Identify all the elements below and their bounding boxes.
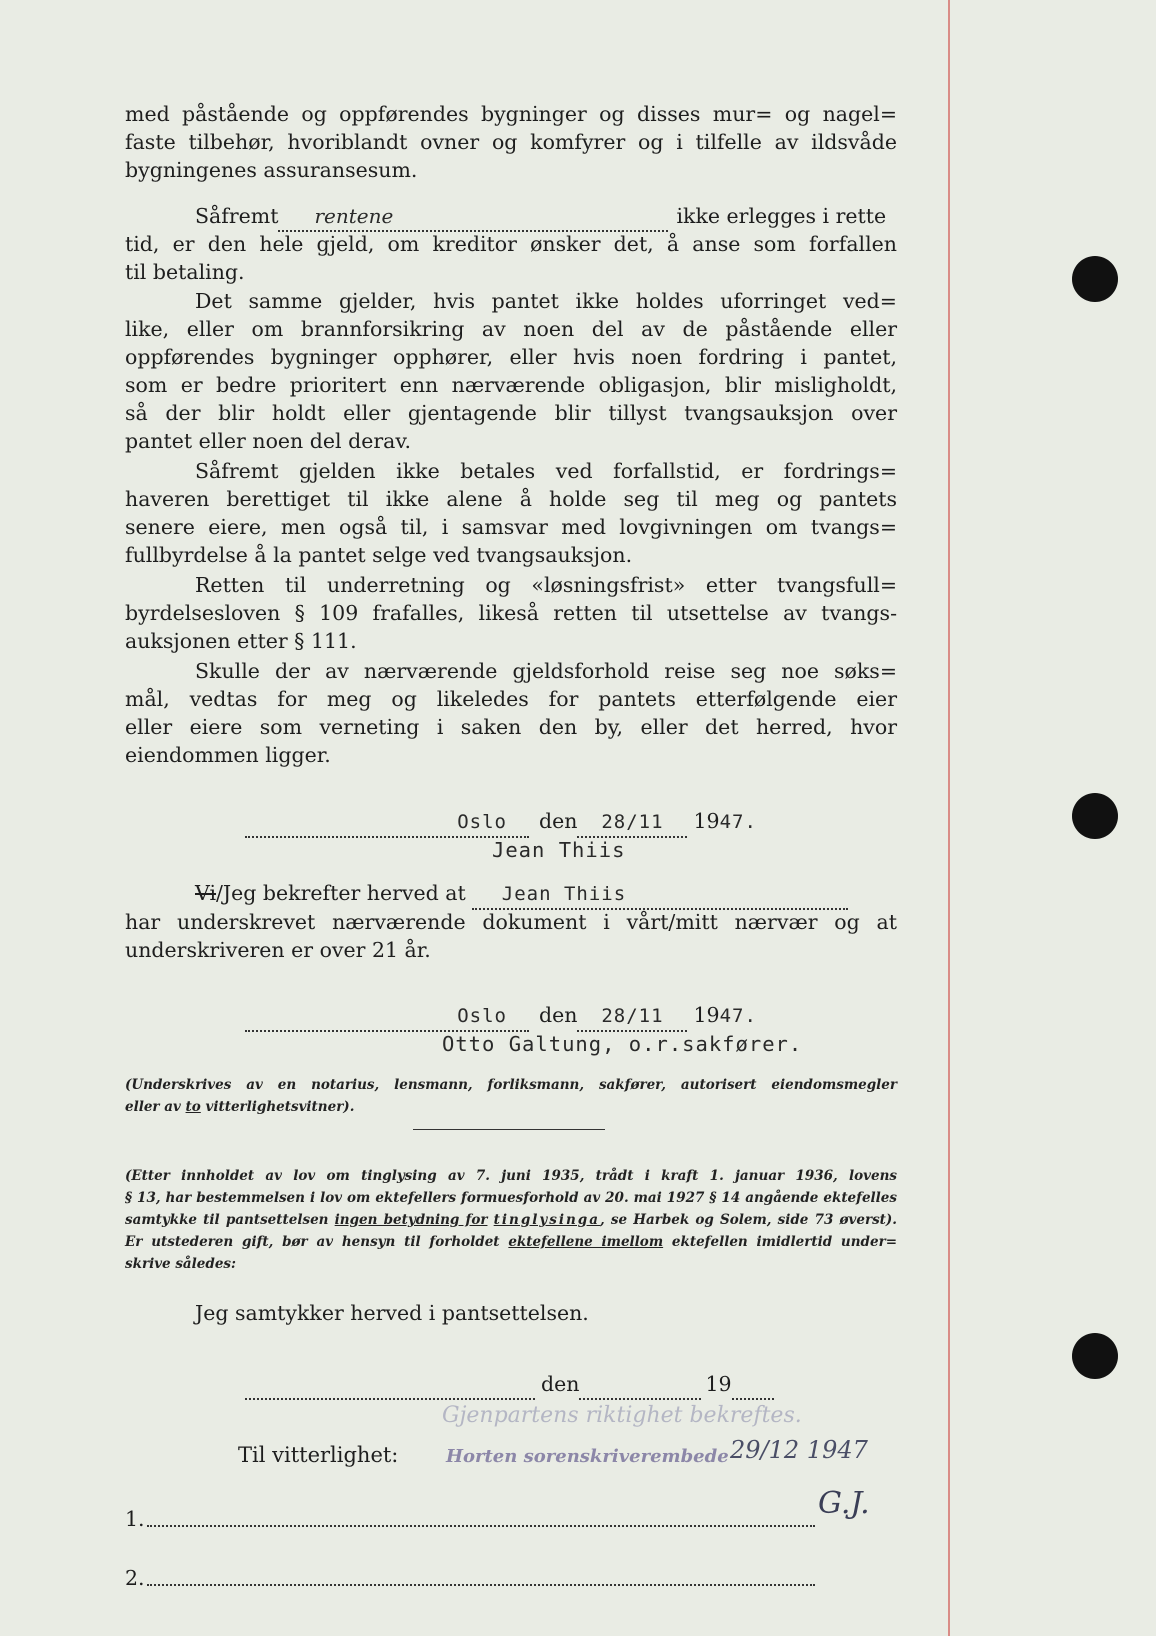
witness-number: 1. [125, 1507, 145, 1531]
text-fragment: ikke erlegges i rette [676, 204, 887, 228]
court-stamp: Horten sorenskriverembede [446, 1446, 729, 1467]
punch-hole-icon [1072, 1333, 1118, 1379]
text-line: har underskrevet nærværende dokument i vårt/mitt nærvær og at [125, 910, 897, 934]
date-field [577, 1001, 687, 1032]
text-line: haveren berettiget til ikke alene å holde seg til meg og pantets [125, 487, 897, 511]
typed-date: 28/11 [601, 1005, 664, 1027]
divider [413, 1129, 605, 1130]
date-field [577, 807, 687, 838]
struck-text: Vi [195, 881, 217, 905]
text-line: Retten til underretning og «løsningsfrist» etter tvangsfull= [195, 573, 897, 597]
note-fragment: ektefellen imidlertid under= [663, 1234, 898, 1250]
name-field [472, 879, 848, 910]
text-line: oppførendes bygninger opphører, eller hvis noen fordring i pantet, [125, 345, 897, 369]
note-line: § 13, har bestemmelsen i lov om ektefellers formuesforhold av 20. mai 1927 § 14 angående ektefelles [125, 1190, 897, 1206]
certification-line [195, 879, 848, 910]
signature-date-line [245, 1001, 757, 1032]
note-line [125, 1096, 897, 1118]
place-field [245, 1001, 529, 1032]
signature-date-line [245, 807, 757, 838]
consent-date-line [245, 1370, 774, 1400]
place-field [245, 1370, 535, 1400]
note-fragment: vitterlighetsvitner). [200, 1099, 355, 1115]
text-fragment: /Jeg bekrefter herved at [216, 881, 466, 905]
text-line [195, 202, 886, 232]
note-fragment: eller av [125, 1099, 186, 1115]
text-line: så der blir holdt eller gjentagende blir tillyst tvangsauksjon over [125, 401, 897, 425]
note-fragment: samtykke til pantsettelsen [125, 1212, 335, 1228]
text-line: faste tilbehør, hvoriblandt ovner og komfyrer og i tilfelle av ildsvåde [125, 130, 897, 154]
text-line: Det samme gjelder, hvis pantet ikke holdes uforringet ved= [195, 289, 897, 313]
text-line: byrdelsesloven § 109 frafalles, likeså retten til utsettelse av tvangs- [125, 601, 897, 625]
note-underlined-spaced: tinglysinga [493, 1212, 600, 1228]
text-line: senere eiere, men også til, i samsvar med lovgivningen om tvangs= [125, 515, 897, 539]
text-line: til betaling. [125, 260, 245, 284]
fill-in-field [278, 202, 668, 232]
witness-number: 2. [125, 1566, 145, 1590]
year-label: 19 [705, 1372, 732, 1396]
handwritten-initials: G.J. [818, 1486, 870, 1521]
den-label: den [539, 809, 578, 833]
text-line: eller eiere som verneting i saken den by, eller det herred, hvor [125, 715, 897, 739]
year-field [732, 1370, 774, 1400]
witness-label: Til vitterlighet: [238, 1443, 399, 1467]
year-label: 19 [693, 809, 720, 833]
typed-date: 28/11 [601, 811, 664, 833]
year-label: 19 [693, 1003, 720, 1027]
note-line: skrive således: [125, 1256, 237, 1272]
text-line: bygningenes assuransesum. [125, 158, 418, 182]
typed-name: Jean Thiis [501, 883, 627, 905]
handwritten-date: 29/12 1947 [730, 1436, 868, 1464]
note-line [125, 1209, 897, 1231]
text-line: like, eller om brannforsikring av noen del av de påstående eller [125, 317, 897, 341]
text-line: pantet eller noen del derav. [125, 429, 412, 453]
typed-year: 47. [719, 811, 757, 833]
handwritten-value: rentene [314, 204, 394, 228]
text-line: Skulle der av nærværende gjeldsforhold reise seg noe søks= [195, 659, 897, 683]
text-line: eiendommen ligger. [125, 743, 331, 767]
date-field [579, 1370, 701, 1400]
typed-place: Oslo [457, 1005, 507, 1027]
witness-signature-line [147, 1584, 815, 1586]
consent-text: Jeg samtykker herved i pantsettelsen. [195, 1301, 589, 1325]
text-fragment: Såfremt [195, 204, 279, 228]
text-line: Såfremt gjelden ikke betales ved forfallstid, er fordrings= [195, 459, 897, 483]
certification-stamp: Gjenpartens riktighet bekreftes. [442, 1403, 802, 1428]
text-line: underskriveren er over 21 år. [125, 938, 431, 962]
witness-signature-line [147, 1525, 815, 1527]
red-margin-line [948, 0, 950, 1636]
place-field [245, 807, 529, 838]
text-line: som er bedre prioritert enn nærværende obligasjon, blir misligholdt, [125, 373, 897, 397]
note-underlined: to [185, 1099, 201, 1115]
den-label: den [539, 1003, 578, 1027]
signer-name: Jean Thiis [492, 838, 626, 862]
note-fragment: Er utstederen gift, bør av hensyn til forholdet [125, 1234, 509, 1250]
den-label: den [541, 1372, 580, 1396]
note-underlined: ingen betydning for [334, 1212, 488, 1228]
text-line: tid, er den hele gjeld, om kreditor ønsker det, å anse som forfallen [125, 232, 897, 256]
note-underlined: ektefellene imellom [508, 1234, 664, 1250]
typed-place: Oslo [457, 811, 507, 833]
note-line [125, 1231, 897, 1253]
text-line: fullbyrdelse å la pantet selge ved tvangsauksjon. [125, 543, 633, 567]
text-line: mål, vedtas for meg og likeledes for pantets etterfølgende eier [125, 687, 897, 711]
text-line: med påstående og oppførendes bygninger og disses mur= og nagel= [125, 102, 897, 126]
note-line: (Etter innholdet av lov om tinglysing av 7. juni 1935, trådt i kraft 1. januar 1936, lovens [125, 1168, 897, 1184]
signer-name: Otto Galtung, o.r.sakfører. [442, 1032, 803, 1056]
note-fragment: , se Harbek og Solem, side 73 øverst). [599, 1212, 898, 1228]
punch-hole-icon [1072, 256, 1118, 302]
punch-hole-icon [1072, 793, 1118, 839]
text-line: auksjonen etter § 111. [125, 629, 357, 653]
note-line: (Underskrives av en notarius, lensmann, forliksmann, sakfører, autorisert eiendomsmegler [125, 1077, 897, 1093]
typed-year: 47. [719, 1005, 757, 1027]
